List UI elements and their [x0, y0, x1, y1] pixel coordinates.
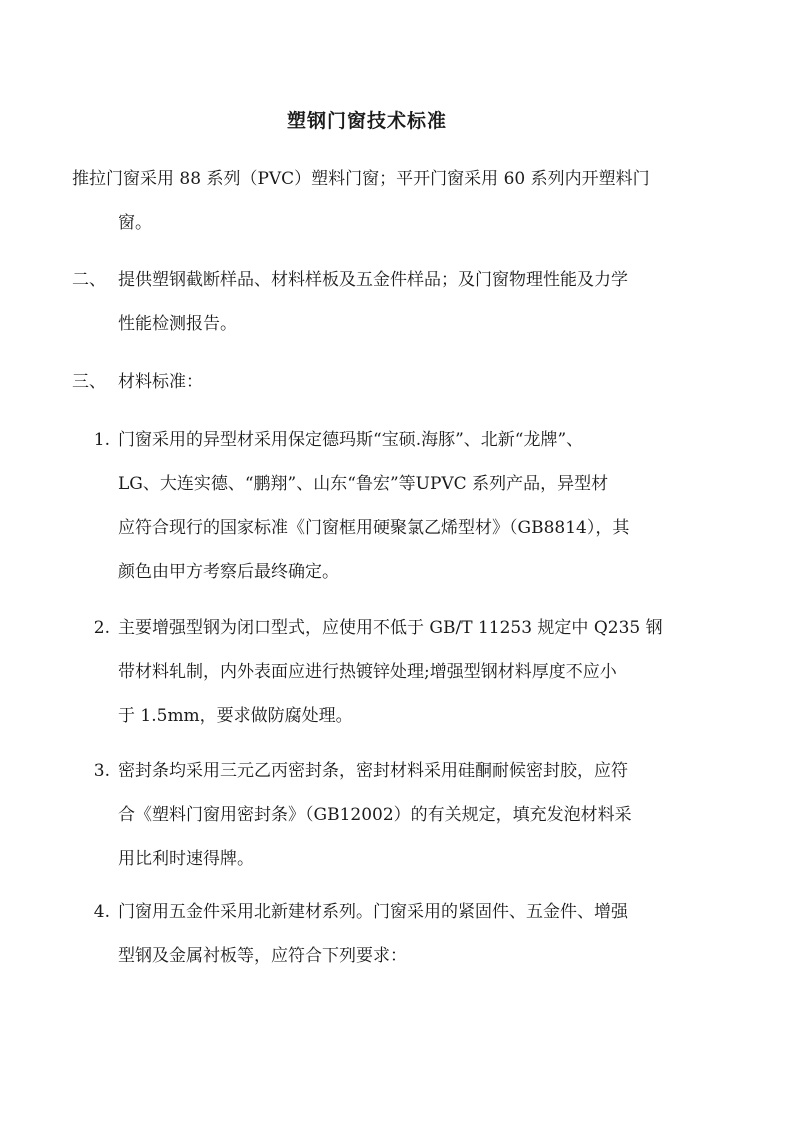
item-two	[72, 606, 682, 738]
section-marker: 三、	[72, 372, 106, 392]
section-three	[72, 360, 682, 404]
paragraph-line: 于 1.5mm，要求做防腐处理。	[118, 706, 353, 726]
paragraph-line: 性能检测报告。	[118, 314, 237, 334]
paragraph-line: 型钢及金属衬板等，应符合下列要求：	[118, 946, 407, 966]
paragraph-line: 推拉门窗采用 88 系列（PVC）塑料门窗；平开门窗采用 60 系列内开塑料门	[72, 169, 650, 189]
item-number: 4.	[93, 902, 110, 922]
document-title: 塑钢门窗技术标准	[286, 110, 447, 132]
section-two	[72, 258, 682, 346]
intro-paragraph	[72, 157, 682, 245]
paragraph-line: 主要增强型钢为闭口型式，应使用不低于 GB/T 11253 规定中 Q235 钢	[118, 618, 663, 638]
paragraph-line: 颜色由甲方考察后最终确定。	[118, 562, 339, 582]
item-one	[72, 418, 682, 594]
item-number: 3.	[93, 761, 110, 781]
paragraph-line: 带材料轧制，内外表面应进行热镀锌处理;增强型钢材料厚度不应小	[118, 662, 617, 682]
item-number: 1.	[93, 430, 110, 450]
paragraph-line: 窗。	[118, 213, 152, 233]
paragraph-line: 门窗用五金件采用北新建材系列。门窗采用的紧固件、五金件、增强	[118, 902, 628, 922]
section-marker: 二、	[72, 270, 106, 290]
paragraph-line: 材料标准：	[118, 372, 203, 392]
paragraph-line: 用比利时速得牌。	[118, 849, 254, 869]
paragraph-line: 应符合现行的国家标准《门窗框用硬聚氯乙烯型材》（GB8814），其	[118, 518, 630, 538]
item-three	[72, 749, 682, 881]
paragraph-line: 提供塑钢截断样品、材料样板及五金件样品；及门窗物理性能及力学	[118, 270, 628, 290]
paragraph-line: 门窗采用的异型材采用保定德玛斯“宝硕.海豚”、北新“龙牌”、	[118, 430, 584, 450]
paragraph-line: 合《塑料门窗用密封条》（GB12002）的有关规定，填充发泡材料采	[118, 805, 632, 825]
item-four	[72, 890, 682, 978]
paragraph-line: LG、大连实德、“鹏翔”、山东“鲁宏”等UPVC 系列产品，异型材	[118, 474, 609, 494]
item-number: 2.	[93, 618, 110, 638]
paragraph-line: 密封条均采用三元乙丙密封条，密封材料采用硅酮耐候密封胶，应符	[118, 761, 628, 781]
